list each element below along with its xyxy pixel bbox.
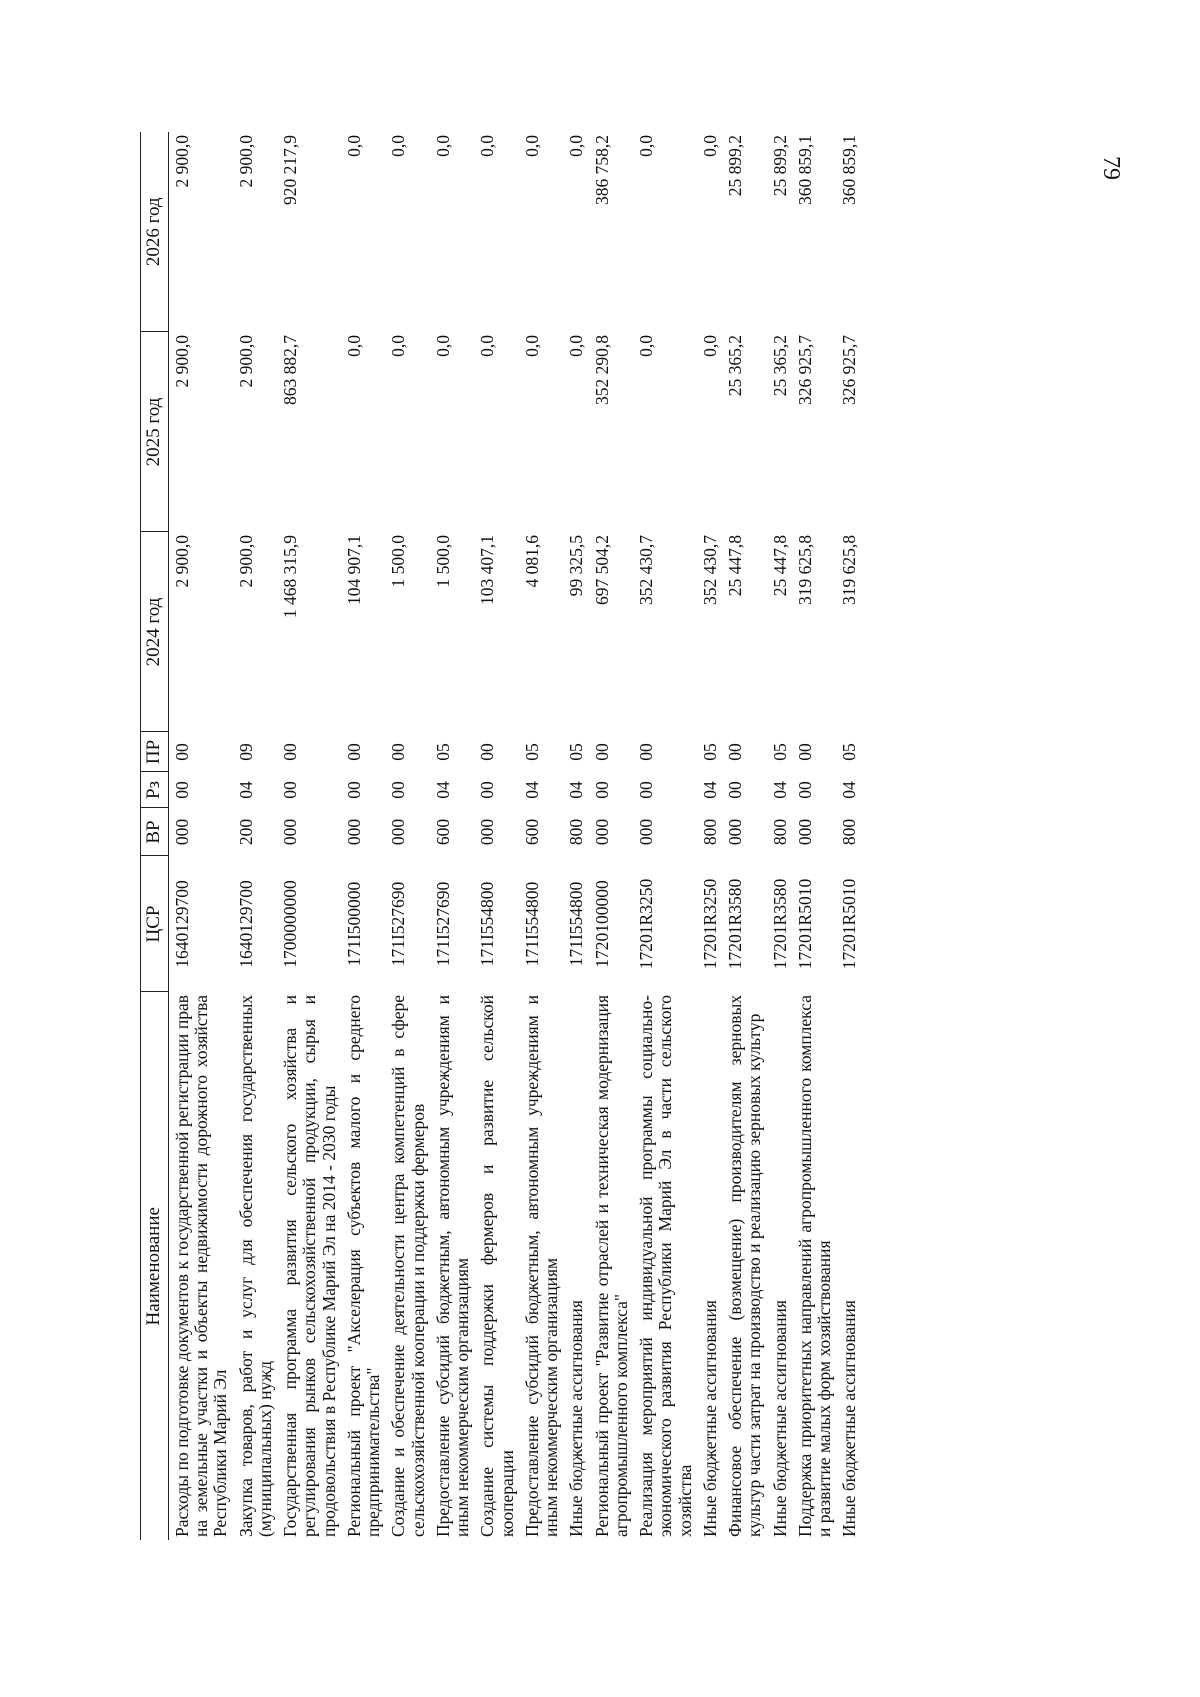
row-pr: 05 — [769, 743, 790, 761]
col-header-csr: ЦСР — [141, 856, 169, 992]
row-value-2025: 863 882,7 — [280, 335, 301, 405]
row-pr: 00 — [636, 743, 657, 761]
row-value-2025: 0,0 — [388, 335, 409, 357]
row-pr: 00 — [388, 743, 409, 761]
col-header-2026: 2026 год — [141, 132, 169, 332]
row-name: Иные бюджетные ассигнования — [566, 1300, 587, 1537]
row-value-2025: 25 365,2 — [769, 335, 790, 397]
col-header-rz: Рз — [141, 772, 169, 808]
row-rz: 04 — [235, 781, 256, 799]
table-row — [836, 132, 861, 1540]
row-vr: 000 — [343, 818, 364, 846]
row-value-2025: 0,0 — [343, 335, 364, 357]
row-value-2026: 25 899,2 — [725, 135, 746, 197]
row-rz: 04 — [432, 781, 453, 799]
row-value-2026: 0,0 — [343, 135, 364, 157]
row-rz: 00 — [280, 781, 301, 799]
row-csr: 17201R3250 — [636, 878, 657, 970]
row-rz: 04 — [769, 781, 790, 799]
row-csr: 17201R3580 — [725, 878, 746, 970]
table-row — [633, 132, 697, 1540]
row-csr: 171I554800 — [477, 881, 498, 967]
row-value-2026: 386 758,2 — [591, 135, 612, 205]
col-header-name: Наименование — [141, 992, 169, 1540]
table-row — [722, 132, 767, 1540]
row-csr: 17201R3580 — [769, 878, 790, 970]
row-value-2026: 0,0 — [566, 135, 587, 157]
row-value-2026: 2 900,0 — [171, 135, 192, 188]
row-value-2026: 0,0 — [477, 135, 498, 157]
row-value-2024: 319 625,8 — [794, 535, 815, 605]
col-header-vr: ВР — [141, 808, 169, 856]
row-value-2025: 0,0 — [699, 335, 720, 357]
row-name: Предоставление субсидий бюджетным, автономным учреждениям и иным некоммерческим организациям — [521, 995, 562, 1537]
row-name: Закупка товаров, работ и услуг для обеспечения государственных (муниципальных) нужд — [235, 995, 275, 1537]
row-value-2024: 319 625,8 — [839, 535, 860, 605]
row-csr: 17201R3250 — [699, 878, 720, 970]
row-value-2024: 99 325,5 — [566, 535, 587, 597]
row-value-2025: 0,0 — [432, 335, 453, 357]
row-value-2026: 920 217,9 — [280, 135, 301, 205]
row-vr: 800 — [839, 818, 860, 846]
table-row — [385, 132, 430, 1540]
table-body — [168, 132, 861, 1540]
row-pr: 00 — [725, 743, 746, 761]
row-value-2024: 25 447,8 — [769, 535, 790, 597]
row-csr: 171I554800 — [521, 881, 542, 967]
row-value-2024: 352 430,7 — [636, 535, 657, 605]
table-row — [233, 132, 278, 1540]
table-row — [277, 132, 341, 1540]
row-value-2026: 0,0 — [432, 135, 453, 157]
row-rz: 00 — [388, 781, 409, 799]
row-name: Государственная программа развития сельского хозяйства и регулирования рынков сельскохозяйственной продукции, сырья и продовольствия в Республике Марий Эл на 2014 - 2030 годы — [280, 995, 339, 1537]
col-header-2024: 2024 год — [141, 532, 169, 732]
row-name: Реализация мероприятий индивидуальной программы социально-экономического развития Республики Марий Эл в части сельского хозяйства — [636, 995, 695, 1537]
row-pr: 05 — [566, 743, 587, 761]
row-name: Поддержка приоритетных направлений агропромышленного комплекса и развитие малых форм хозяйствования — [794, 995, 835, 1537]
row-rz: 00 — [343, 781, 364, 799]
row-csr: 171I527690 — [432, 881, 453, 967]
row-value-2024: 1 500,0 — [388, 535, 409, 588]
row-value-2024: 697 504,2 — [591, 535, 612, 605]
row-vr: 000 — [171, 818, 192, 846]
row-value-2025: 0,0 — [521, 335, 542, 357]
row-name: Расходы по подготовке документов к государственной регистрации прав на земельные участки и объекты недвижимости дорожного хозяйства Республики Марий Эл — [171, 995, 231, 1537]
row-pr: 00 — [477, 743, 498, 761]
row-value-2024: 352 430,7 — [699, 535, 720, 605]
row-pr: 00 — [343, 743, 364, 761]
row-vr: 000 — [280, 818, 301, 846]
row-value-2026: 0,0 — [521, 135, 542, 157]
row-rz: 00 — [636, 781, 657, 799]
table-header-row — [141, 132, 169, 1540]
table-row — [341, 132, 386, 1540]
row-csr: 171I554800 — [566, 881, 587, 967]
row-value-2026: 360 859,1 — [794, 135, 815, 205]
row-vr: 800 — [769, 818, 790, 846]
table-row — [563, 132, 588, 1540]
row-csr: 17201R5010 — [839, 878, 860, 970]
row-value-2026: 0,0 — [699, 135, 720, 157]
row-value-2024: 103 407,1 — [477, 535, 498, 605]
row-vr: 000 — [794, 818, 815, 846]
row-value-2024: 104 907,1 — [343, 535, 364, 605]
table-row — [519, 132, 564, 1540]
row-vr: 000 — [591, 818, 612, 846]
row-value-2025: 2 900,0 — [171, 335, 192, 388]
row-pr: 00 — [280, 743, 301, 761]
row-csr: 17201R5010 — [794, 878, 815, 970]
rotated-page — [140, 132, 1060, 1540]
row-pr: 05 — [839, 743, 860, 761]
row-name: Региональный проект "Развитие отраслей и техническая модернизация агропромышленного комплекса" — [591, 995, 631, 1537]
row-vr: 000 — [636, 818, 657, 846]
row-name: Создание системы поддержки фермеров и развитие сельской кооперации — [477, 995, 517, 1537]
row-rz: 00 — [591, 781, 612, 799]
row-value-2026: 0,0 — [388, 135, 409, 157]
col-header-2025: 2025 год — [141, 332, 169, 532]
row-csr: 1700000000 — [280, 880, 301, 968]
page-number: 79 — [1098, 156, 1124, 180]
row-value-2025: 352 290,8 — [591, 335, 612, 405]
row-pr: 09 — [235, 743, 256, 761]
row-vr: 800 — [566, 818, 587, 846]
row-value-2024: 4 081,6 — [521, 535, 542, 588]
row-value-2024: 1 468 315,9 — [280, 535, 301, 619]
row-pr: 00 — [171, 743, 192, 761]
row-value-2025: 0,0 — [636, 335, 657, 357]
row-vr: 600 — [432, 818, 453, 846]
row-pr: 05 — [432, 743, 453, 761]
row-rz: 00 — [794, 781, 815, 799]
row-vr: 000 — [388, 818, 409, 846]
row-vr: 600 — [521, 818, 542, 846]
row-value-2025: 0,0 — [477, 335, 498, 357]
row-csr: 1720100000 — [591, 880, 612, 968]
row-value-2025: 2 900,0 — [235, 335, 256, 388]
col-header-pr: ПР — [141, 732, 169, 772]
row-rz: 04 — [839, 781, 860, 799]
row-vr: 200 — [235, 818, 256, 846]
row-value-2025: 326 925,7 — [839, 335, 860, 405]
row-value-2026: 25 899,2 — [769, 135, 790, 197]
row-value-2026: 2 900,0 — [235, 135, 256, 188]
row-pr: 00 — [794, 743, 815, 761]
row-name: Создание и обеспечение деятельности центра компетенций в сфере сельскохозяйственной кооперации и поддержки фермеров — [388, 995, 428, 1537]
row-value-2025: 326 925,7 — [794, 335, 815, 405]
row-value-2025: 25 365,2 — [725, 335, 746, 397]
row-vr: 000 — [477, 818, 498, 846]
row-value-2025: 0,0 — [566, 335, 587, 357]
row-name: Предоставление субсидий бюджетным, автономным учреждениям и иным некоммерческим организациям — [432, 995, 473, 1537]
row-rz: 00 — [725, 781, 746, 799]
row-value-2024: 25 447,8 — [725, 535, 746, 597]
row-value-2026: 360 859,1 — [839, 135, 860, 205]
row-pr: 00 — [591, 743, 612, 761]
row-rz: 04 — [566, 781, 587, 799]
row-value-2024: 1 500,0 — [432, 535, 453, 588]
row-value-2024: 2 900,0 — [171, 535, 192, 588]
table-row — [767, 132, 792, 1540]
row-pr: 05 — [521, 743, 542, 761]
row-name: Иные бюджетные ассигнования — [769, 1300, 790, 1537]
row-csr: 171I500000 — [343, 881, 364, 967]
row-rz: 04 — [521, 781, 542, 799]
row-value-2026: 0,0 — [636, 135, 657, 157]
table-row — [430, 132, 475, 1540]
row-name: Иные бюджетные ассигнования — [839, 1300, 860, 1537]
table-row — [589, 132, 634, 1540]
table-row — [168, 132, 232, 1540]
budget-table — [140, 132, 862, 1540]
row-rz: 00 — [477, 781, 498, 799]
row-name: Региональный проект "Акселерация субъектов малого и среднего предпринимательства" — [343, 995, 384, 1537]
row-rz: 00 — [171, 781, 192, 799]
row-csr: 1640129700 — [171, 880, 192, 968]
row-pr: 05 — [699, 743, 720, 761]
table-row — [697, 132, 722, 1540]
row-name: Иные бюджетные ассигнования — [699, 1300, 720, 1537]
row-rz: 04 — [699, 781, 720, 799]
row-vr: 800 — [699, 818, 720, 846]
table-row — [792, 132, 837, 1540]
row-csr: 1640129700 — [235, 880, 256, 968]
row-name: Финансовое обеспечение (возмещение) производителям зерновых культур части затрат на производство и реализацию зерновых культур — [725, 995, 765, 1537]
row-vr: 000 — [725, 818, 746, 846]
row-value-2024: 2 900,0 — [235, 535, 256, 588]
table-row — [474, 132, 519, 1540]
row-csr: 171I527690 — [388, 881, 409, 967]
